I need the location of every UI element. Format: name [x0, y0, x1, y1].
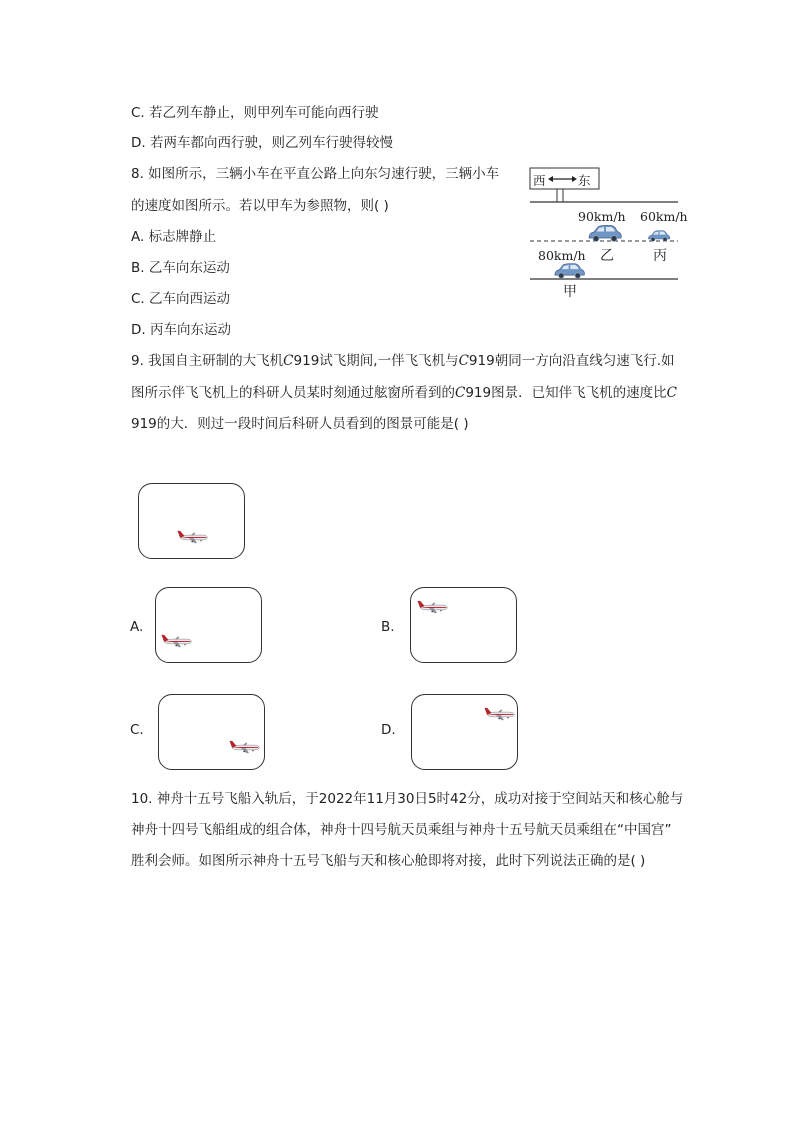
- q10-stem-line3: 胜利会师。如图所示神舟十五号飞船与天和核心舱即将对接，此时下列说法正确的是( ): [131, 853, 646, 869]
- car-bing-icon: [647, 230, 671, 242]
- q8-stem-line2: 的速度如图所示。若以甲车为参照物，则( ): [131, 198, 389, 214]
- plane-icon: [417, 600, 449, 615]
- q8-option-b: B. 乙车向东运动: [131, 260, 230, 276]
- q8-option-c: C. 乙车向西运动: [131, 291, 231, 307]
- q10-stem-line2: 神舟十四号飞船组成的组合体，神舟十四号航天员乘组与神舟十五号航天员乘组在“中国宫”: [131, 822, 672, 838]
- car-jia-speed: 80km/h: [538, 248, 586, 263]
- q9-label-a: A.: [130, 619, 144, 635]
- plane-icon: [484, 707, 516, 722]
- car-jia-icon: [553, 263, 586, 279]
- q8-option-a: A. 标志牌静止: [131, 229, 217, 245]
- car-jia-label: 甲: [563, 284, 577, 300]
- plane-icon: [177, 530, 209, 545]
- sign-west: 西: [533, 173, 546, 188]
- q7-option-c: C. 若乙列车静止，则甲列车可能向西行驶: [131, 105, 379, 121]
- q10-stem-line1: 10. 神舟十五号飞船入轨后，于2022年11月30日5时42分，成功对接于空间站天和核心舱与: [131, 791, 684, 807]
- car-bing-label: 丙: [653, 248, 667, 264]
- q9-stem-line1: 9. 我国自主研制的大飞机C919试飞期间,一伴飞飞机与C919朝同一方向沿直线匀速飞行.如: [131, 353, 675, 369]
- plane-icon: [229, 740, 261, 755]
- q8-option-d: D. 丙车向东运动: [131, 322, 231, 338]
- q9-stem-line3: 919的大．则过一段时间后科研人员看到的图景可能是( ): [131, 416, 469, 432]
- q9-option-a-view: [155, 587, 262, 663]
- q8-stem-line1: 8. 如图所示，三辆小车在平直公路上向东匀速行驶，三辆小车: [131, 166, 500, 182]
- q9-label-c: C.: [130, 722, 144, 738]
- plane-icon: [161, 634, 193, 649]
- sign-east: 东: [578, 173, 591, 188]
- q9-original-view: [138, 483, 245, 559]
- q9-option-b-view: [410, 587, 517, 663]
- car-yi-speed: 90km/h: [578, 209, 626, 224]
- car-bing-speed: 60km/h: [640, 209, 688, 224]
- car-yi-label: 乙: [600, 248, 614, 264]
- q8-road-figure: [528, 166, 688, 300]
- car-yi-icon: [587, 225, 623, 242]
- q9-label-d: D.: [381, 722, 396, 738]
- q9-option-d-view: [411, 694, 518, 770]
- q9-label-b: B.: [381, 619, 395, 635]
- q9-option-c-view: [158, 694, 265, 770]
- q9-stem-line2: 图所示伴飞飞机上的科研人员某时刻通过舷窗所看到的C919图景．已知伴飞飞机的速度比C: [131, 385, 677, 401]
- q7-option-d: D. 若两车都向西行驶，则乙列车行驶得较慢: [131, 135, 393, 151]
